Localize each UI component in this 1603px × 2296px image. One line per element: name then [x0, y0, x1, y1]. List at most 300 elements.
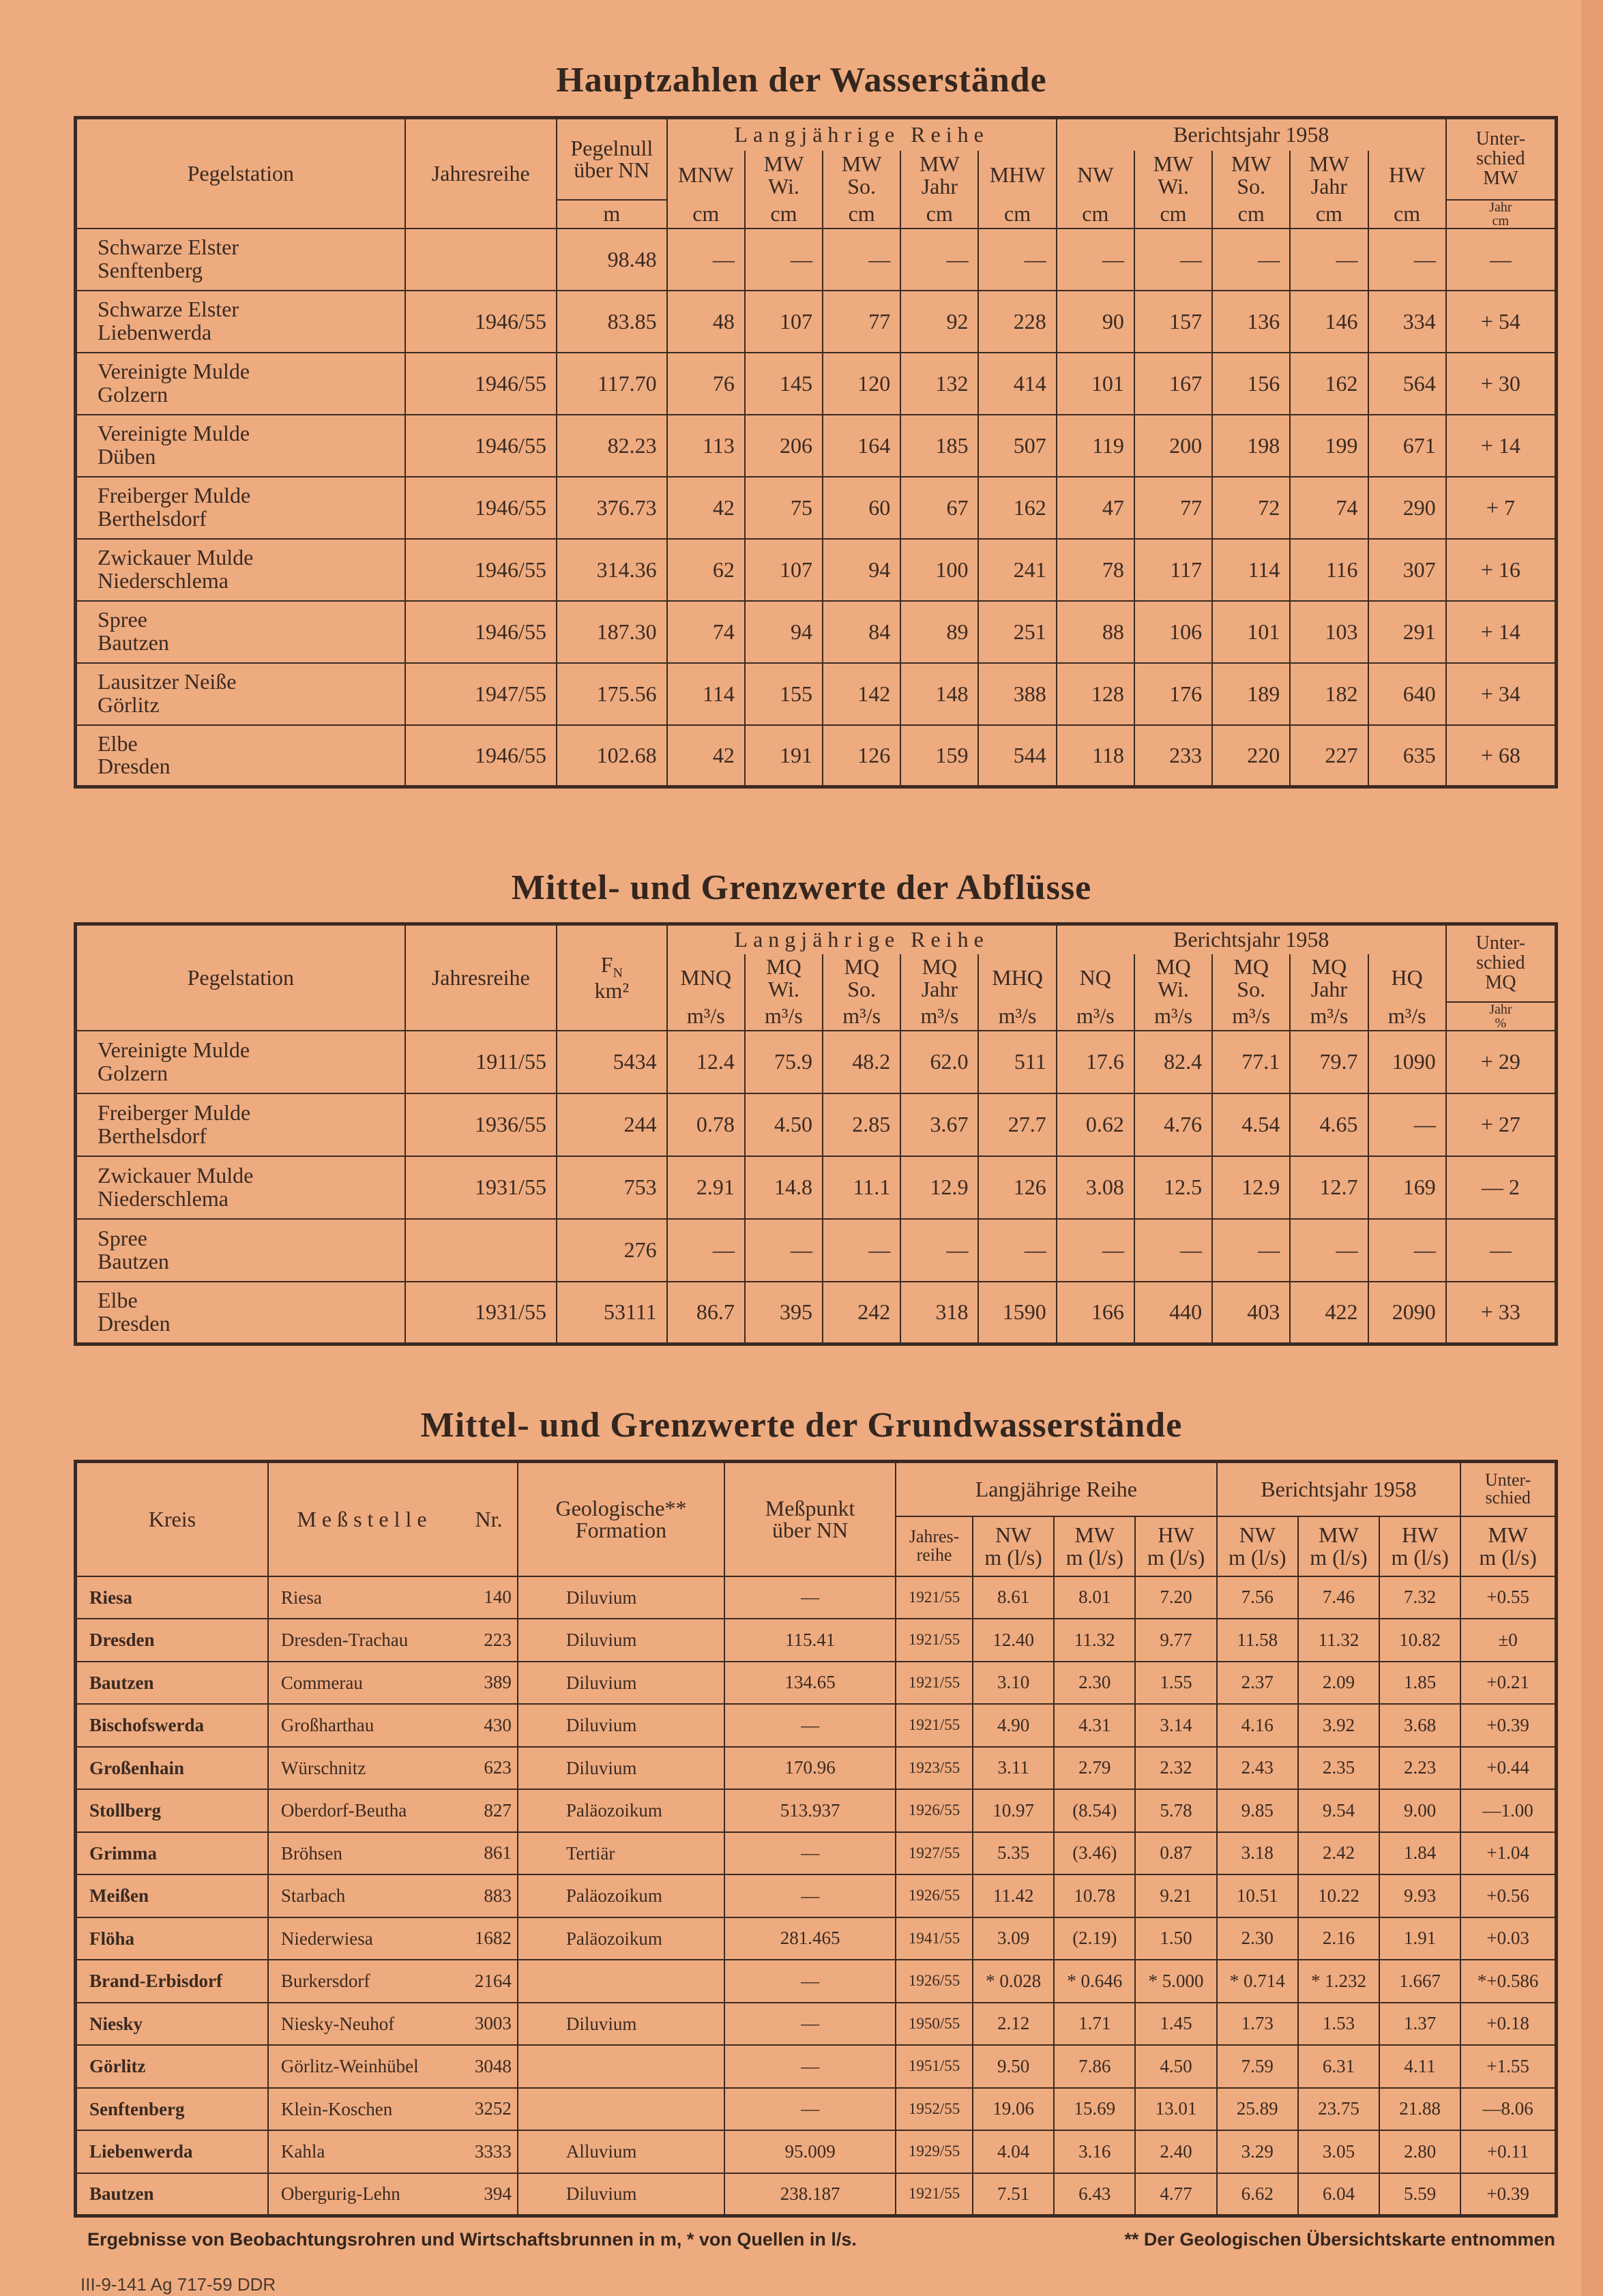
value-cell: 227 [1290, 725, 1368, 787]
jahresreihe-cell: 1911/55 [405, 1031, 557, 1093]
header-kreis: Kreis [76, 1462, 268, 1576]
value-cell: — [1212, 229, 1290, 291]
pegel-cell: 376.73 [557, 477, 667, 539]
value-cell: 82.4 [1134, 1031, 1212, 1093]
unit-cell: m³/s [1057, 1002, 1134, 1031]
jahresreihe-cell [405, 229, 557, 291]
value-cell: 635 [1368, 725, 1446, 787]
kreis-cell: Flöha [76, 1917, 268, 1960]
value-cell: 101 [1212, 601, 1290, 663]
diff-cell: +1.55 [1460, 2045, 1556, 2088]
value-cell: * 0.028 [973, 1960, 1054, 2003]
value-cell: 74 [1290, 477, 1368, 539]
station-name: Freiberger Mulde Berthelsdorf [76, 1093, 405, 1156]
kreis-cell: Liebenwerda [76, 2130, 268, 2173]
value-cell: 89 [900, 601, 978, 663]
value-cell: 191 [745, 725, 823, 787]
value-cell: 119 [1057, 415, 1134, 477]
jahresreihe-cell: 1921/55 [896, 1576, 973, 1619]
nr-cell: 3333 [460, 2130, 518, 2173]
value-cell: (3.46) [1054, 1832, 1135, 1875]
value-cell: — [1290, 1219, 1368, 1282]
value-cell: 7.86 [1054, 2045, 1135, 2088]
header-unterschied: Unter- schied MW [1446, 118, 1557, 200]
value-cell: 403 [1212, 1282, 1290, 1344]
value-cell: 2.91 [667, 1156, 745, 1219]
value-cell: 334 [1368, 291, 1446, 353]
diff-cell: + 30 [1446, 353, 1557, 415]
kreis-cell: Niesky [76, 2003, 268, 2046]
value-cell: 126 [823, 725, 900, 787]
header-col-mw-wi: MW Wi. [1134, 151, 1212, 200]
formation-cell: Diluvium [518, 1619, 724, 1662]
value-cell: 136 [1212, 291, 1290, 353]
diff-cell: —1.00 [1460, 1789, 1556, 1832]
value-cell: 564 [1368, 353, 1446, 415]
station-name: Vereinigte Mulde Golzern [76, 1031, 405, 1093]
value-cell: 4.04 [973, 2130, 1054, 2173]
kreis-cell: Großenhain [76, 1747, 268, 1790]
value-cell: 6.43 [1054, 2173, 1135, 2216]
header-col-diff: MW m (l/s) [1460, 1516, 1556, 1576]
nr-cell: 827 [460, 1789, 518, 1832]
jahresreihe-cell: 1950/55 [896, 2003, 973, 2046]
value-cell: — [1134, 1219, 1212, 1282]
value-cell: 307 [1368, 539, 1446, 601]
messstelle-cell: Klein-Koschen [268, 2088, 460, 2131]
value-cell: 414 [978, 353, 1056, 415]
value-cell: 12.9 [900, 1156, 978, 1219]
header-station: Pegelstation [76, 118, 405, 229]
table-row [76, 1662, 1557, 1705]
value-cell: 2.37 [1217, 1662, 1298, 1705]
value-cell: * 0.646 [1054, 1960, 1135, 2003]
value-cell: 6.31 [1298, 2045, 1379, 2088]
value-cell: 75.9 [745, 1031, 823, 1093]
header-langjaehrige-reihe: Langjährige Reihe [667, 924, 1057, 954]
value-cell: — [1057, 1219, 1134, 1282]
formation-cell: Paläozoikum [518, 1789, 724, 1832]
pegel-cell: 276 [557, 1219, 667, 1282]
table-row [76, 725, 1557, 787]
nr-cell: 140 [460, 1576, 518, 1619]
value-cell: 11.32 [1298, 1619, 1379, 1662]
value-cell: 15.69 [1054, 2088, 1135, 2131]
header-col-mw-jahr: MW Jahr [1290, 151, 1368, 200]
messpunkt-cell: 134.65 [724, 1662, 896, 1705]
kreis-cell: Bautzen [76, 2173, 268, 2216]
diff-cell: +0.11 [1460, 2130, 1556, 2173]
pegel-cell: 117.70 [557, 353, 667, 415]
jahresreihe-cell: 1926/55 [896, 1960, 973, 2003]
header-col-mw-jahr: MW Jahr [900, 151, 978, 200]
header-langjaehrige-reihe: Langjährige Reihe [667, 118, 1057, 151]
pegel-cell: 82.23 [557, 415, 667, 477]
header-col-bericht-hw: HW m (l/s) [1379, 1516, 1460, 1576]
header-messstelle: Meßstelle [268, 1462, 460, 1576]
unit-cell: m³/s [1134, 1002, 1212, 1031]
value-cell: 14.8 [745, 1156, 823, 1219]
messpunkt-cell: 115.41 [724, 1619, 896, 1662]
value-cell: 507 [978, 415, 1056, 477]
table-row [76, 1576, 1557, 1619]
value-cell: — [667, 1219, 745, 1282]
value-cell: 3.18 [1217, 1832, 1298, 1875]
value-cell: 1.50 [1135, 1917, 1216, 1960]
value-cell: — [1290, 229, 1368, 291]
nr-cell: 883 [460, 1874, 518, 1917]
formation-cell: Diluvium [518, 1704, 724, 1747]
diff-cell: + 16 [1446, 539, 1557, 601]
pegel-cell: 753 [557, 1156, 667, 1219]
value-cell: 113 [667, 415, 745, 477]
value-cell: 72 [1212, 477, 1290, 539]
table-row [76, 2130, 1557, 2173]
value-cell: 148 [900, 663, 978, 725]
formation-cell [518, 2045, 724, 2088]
station-name: Vereinigte Mulde Golzern [76, 353, 405, 415]
unit-cell: m³/s [667, 1002, 745, 1031]
value-cell: 1.85 [1379, 1662, 1460, 1705]
value-cell: 3.92 [1298, 1704, 1379, 1747]
value-cell: 2.79 [1054, 1747, 1135, 1790]
value-cell: 440 [1134, 1282, 1212, 1344]
messpunkt-cell: 281.465 [724, 1917, 896, 1960]
kreis-cell: Grimma [76, 1832, 268, 1875]
value-cell: 164 [823, 415, 900, 477]
messstelle-cell: Dresden-Trachau [268, 1619, 460, 1662]
messstelle-cell: Commerau [268, 1662, 460, 1705]
diff-cell: — 2 [1446, 1156, 1557, 1219]
value-cell: 9.77 [1135, 1619, 1216, 1662]
pegel-cell: 98.48 [557, 229, 667, 291]
jahresreihe-cell: 1921/55 [896, 1662, 973, 1705]
value-cell: — [978, 1219, 1056, 1282]
value-cell: 198 [1212, 415, 1290, 477]
messpunkt-cell: — [724, 1832, 896, 1875]
messstelle-cell: Großharthau [268, 1704, 460, 1747]
table-row [76, 1093, 1557, 1156]
diff-cell: ±0 [1460, 1619, 1556, 1662]
header-col-mhw: MHW [978, 151, 1056, 200]
value-cell: 422 [1290, 1282, 1368, 1344]
value-cell: 117 [1134, 539, 1212, 601]
value-cell: 1090 [1368, 1031, 1446, 1093]
value-cell: 79.7 [1290, 1031, 1368, 1093]
station-name: Spree Bautzen [76, 1219, 405, 1282]
value-cell: — [745, 229, 823, 291]
messpunkt-cell: 95.009 [724, 2130, 896, 2173]
value-cell: 7.20 [1135, 1576, 1216, 1619]
jahresreihe-cell: 1946/55 [405, 415, 557, 477]
jahresreihe-cell: 1923/55 [896, 1747, 973, 1790]
header-col-mq-so: MQ So. [1212, 954, 1290, 1002]
value-cell: 9.54 [1298, 1789, 1379, 1832]
header-col-nw: NW [1057, 151, 1134, 200]
table-row [76, 663, 1557, 725]
value-cell: 9.93 [1379, 1874, 1460, 1917]
unit-cell: cm [1057, 200, 1134, 229]
header-unterschied: Unter- schied [1460, 1462, 1556, 1516]
print-code: III-9-141 Ag 717-59 DDR [80, 2274, 276, 2295]
diff-cell: +0.03 [1460, 1917, 1556, 1960]
value-cell: 2090 [1368, 1282, 1446, 1344]
footnote-right: ** Der Geologischen Übersichtskarte entnommen [1124, 2229, 1555, 2250]
value-cell: — [1057, 229, 1134, 291]
value-cell: 11.32 [1054, 1619, 1135, 1662]
unit-cell: m³/s [1368, 1002, 1446, 1031]
value-cell: 2.35 [1298, 1747, 1379, 1790]
value-cell: 9.50 [973, 2045, 1054, 2088]
messstelle-cell: Kahla [268, 2130, 460, 2173]
value-cell: 0.62 [1057, 1093, 1134, 1156]
diff-cell: — [1446, 229, 1557, 291]
value-cell: 4.77 [1135, 2173, 1216, 2216]
header-col-mnw: MNW [667, 151, 745, 200]
messpunkt-cell: — [724, 1874, 896, 1917]
value-cell: 12.5 [1134, 1156, 1212, 1219]
value-cell: 116 [1290, 539, 1368, 601]
value-cell: — [1212, 1219, 1290, 1282]
value-cell: 182 [1290, 663, 1368, 725]
table-row [76, 2003, 1557, 2046]
value-cell: 107 [745, 539, 823, 601]
formation-cell: Diluvium [518, 1747, 724, 1790]
pegel-cell: 102.68 [557, 725, 667, 787]
value-cell: 2.23 [1379, 1747, 1460, 1790]
value-cell: 13.01 [1135, 2088, 1216, 2131]
value-cell: 10.51 [1217, 1874, 1298, 1917]
table3-title: Mittel- und Grenzwerte der Grundwasserstände [420, 1406, 1183, 1445]
value-cell: 4.16 [1217, 1704, 1298, 1747]
pegel-cell: 244 [557, 1093, 667, 1156]
station-name: Freiberger Mulde Berthelsdorf [76, 477, 405, 539]
header-col-bericht-nw: NW m (l/s) [1217, 1516, 1298, 1576]
messpunkt-cell: 513.937 [724, 1789, 896, 1832]
value-cell: 106 [1134, 601, 1212, 663]
value-cell: 4.50 [1135, 2045, 1216, 2088]
jahresreihe-cell: 1946/55 [405, 291, 557, 353]
messstelle-cell: Görlitz-Weinhübel [268, 2045, 460, 2088]
value-cell: 19.06 [973, 2088, 1054, 2131]
value-cell: 10.78 [1054, 1874, 1135, 1917]
header-jahresreihe: Jahres- reihe [896, 1516, 973, 1576]
value-cell: 7.59 [1217, 2045, 1298, 2088]
value-cell: 185 [900, 415, 978, 477]
station-name: Zwickauer Mulde Niederschlema [76, 1156, 405, 1219]
messpunkt-cell: — [724, 1576, 896, 1619]
pegel-cell: 53111 [557, 1282, 667, 1344]
value-cell: 3.16 [1054, 2130, 1135, 2173]
value-cell: 1.84 [1379, 1832, 1460, 1875]
kreis-cell: Meißen [76, 1874, 268, 1917]
value-cell: — [1368, 229, 1446, 291]
table-row [76, 229, 1557, 291]
value-cell: 6.62 [1217, 2173, 1298, 2216]
value-cell: 75 [745, 477, 823, 539]
value-cell: — [900, 229, 978, 291]
header-pegelnull: Pegelnull über NN [557, 118, 667, 200]
unit-cell: cm [745, 200, 823, 229]
nr-cell: 3048 [460, 2045, 518, 2088]
value-cell: 78 [1057, 539, 1134, 601]
messpunkt-cell: — [724, 2045, 896, 2088]
value-cell: 9.21 [1135, 1874, 1216, 1917]
header-langjaehrige-reihe: Langjährige Reihe [896, 1462, 1217, 1516]
value-cell: 107 [745, 291, 823, 353]
value-cell: 103 [1290, 601, 1368, 663]
value-cell: 206 [745, 415, 823, 477]
messstelle-cell: Burkersdorf [268, 1960, 460, 2003]
header-col-hq: HQ [1368, 954, 1446, 1002]
table-row [76, 539, 1557, 601]
value-cell: 145 [745, 353, 823, 415]
formation-cell: Alluvium [518, 2130, 724, 2173]
table-row [76, 1156, 1557, 1219]
value-cell: 2.30 [1054, 1662, 1135, 1705]
value-cell: 242 [823, 1282, 900, 1344]
header-jahresreihe: Jahresreihe [405, 118, 557, 229]
table1-title: Hauptzahlen der Wasserstände [556, 61, 1047, 100]
value-cell: — [1368, 1093, 1446, 1156]
nr-cell: 3252 [460, 2088, 518, 2131]
value-cell: 23.75 [1298, 2088, 1379, 2131]
value-cell: 4.76 [1134, 1093, 1212, 1156]
messpunkt-cell: — [724, 2088, 896, 2131]
formation-cell: Paläozoikum [518, 1874, 724, 1917]
pegel-cell: 5434 [557, 1031, 667, 1093]
value-cell: 94 [745, 601, 823, 663]
jahresreihe-cell: 1946/55 [405, 601, 557, 663]
header-col-mnq: MNQ [667, 954, 745, 1002]
unit-cell: cm [1134, 200, 1212, 229]
table-row [76, 601, 1557, 663]
kreis-cell: Senftenberg [76, 2088, 268, 2131]
value-cell: 2.32 [1135, 1747, 1216, 1790]
station-name: Schwarze Elster Liebenwerda [76, 291, 405, 353]
station-name: Vereinigte Mulde Düben [76, 415, 405, 477]
value-cell: 1.55 [1135, 1662, 1216, 1705]
value-cell: 86.7 [667, 1282, 745, 1344]
value-cell: 1.73 [1217, 2003, 1298, 2046]
value-cell: 2.40 [1135, 2130, 1216, 2173]
unit-cell: cm [978, 200, 1056, 229]
messstelle-cell: Würschnitz [268, 1747, 460, 1790]
header-col-mw-so: MW So. [1212, 151, 1290, 200]
value-cell: 640 [1368, 663, 1446, 725]
value-cell: 3.05 [1298, 2130, 1379, 2173]
footnote-left: Ergebnisse von Beobachtungsrohren und Wirtschaftsbrunnen in m, * von Quellen in l/s. [87, 2229, 857, 2250]
header-nr: Nr. [460, 1462, 518, 1576]
value-cell: 27.7 [978, 1093, 1056, 1156]
page-edge [1581, 0, 1603, 2296]
diff-cell: — [1446, 1219, 1557, 1282]
value-cell: 3.68 [1379, 1704, 1460, 1747]
jahresreihe-cell: 1931/55 [405, 1282, 557, 1344]
value-cell: 241 [978, 539, 1056, 601]
value-cell: — [1134, 229, 1212, 291]
messstelle-cell: Obergurig-Lehn [268, 2173, 460, 2216]
unit-cell: cm [1290, 200, 1368, 229]
value-cell: 3.14 [1135, 1704, 1216, 1747]
table-row [76, 415, 1557, 477]
value-cell: 10.82 [1379, 1619, 1460, 1662]
value-cell: 199 [1290, 415, 1368, 477]
header-berichtsjahr: Berichtsjahr 1958 [1057, 924, 1446, 954]
value-cell: 90 [1057, 291, 1134, 353]
header-jahresreihe: Jahresreihe [405, 924, 557, 1031]
diff-cell: + 14 [1446, 601, 1557, 663]
value-cell: (2.19) [1054, 1917, 1135, 1960]
value-cell: * 1.232 [1298, 1960, 1379, 2003]
formation-cell [518, 2088, 724, 2131]
header-col-mw: MW m (l/s) [1054, 1516, 1135, 1576]
messstelle-cell: Niederwiesa [268, 1917, 460, 1960]
jahresreihe-cell: 1926/55 [896, 1874, 973, 1917]
value-cell: 1.91 [1379, 1917, 1460, 1960]
value-cell: 1590 [978, 1282, 1056, 1344]
header-col-mw-so: MW So. [823, 151, 900, 200]
header-unterschied: Unter- schied MQ [1446, 924, 1557, 1002]
value-cell: — [823, 229, 900, 291]
messstelle-cell: Niesky-Neuhof [268, 2003, 460, 2046]
value-cell: 60 [823, 477, 900, 539]
header-col-mq-wi: MQ Wi. [745, 954, 823, 1002]
diff-cell: + 29 [1446, 1031, 1557, 1093]
value-cell: 291 [1368, 601, 1446, 663]
table2-title: Mittel- und Grenzwerte der Abflüsse [511, 868, 1092, 907]
diff-cell: +0.21 [1460, 1662, 1556, 1705]
header-col-nw: NW m (l/s) [973, 1516, 1054, 1576]
value-cell: 1.37 [1379, 2003, 1460, 2046]
value-cell: 4.54 [1212, 1093, 1290, 1156]
unit-cell: cm [667, 200, 745, 229]
messpunkt-cell: — [724, 1960, 896, 2003]
pegel-cell: 314.36 [557, 539, 667, 601]
table-row [76, 1282, 1557, 1344]
unit-cell: m³/s [1290, 1002, 1368, 1031]
value-cell: * 0.714 [1217, 1960, 1298, 2003]
value-cell: 2.09 [1298, 1662, 1379, 1705]
table-row [76, 1704, 1557, 1747]
diff-cell: +0.55 [1460, 1576, 1556, 1619]
value-cell: 5.78 [1135, 1789, 1216, 1832]
value-cell: 3.11 [973, 1747, 1054, 1790]
unit-cell: cm [900, 200, 978, 229]
table-row [76, 1031, 1557, 1093]
value-cell: 162 [1290, 353, 1368, 415]
messpunkt-cell: 238.187 [724, 2173, 896, 2216]
kreis-cell: Dresden [76, 1619, 268, 1662]
value-cell: 220 [1212, 725, 1290, 787]
value-cell: 10.97 [973, 1789, 1054, 1832]
unit-cell: cm [1368, 200, 1446, 229]
value-cell: 2.42 [1298, 1832, 1379, 1875]
value-cell: 1.53 [1298, 2003, 1379, 2046]
nr-cell: 861 [460, 1832, 518, 1875]
station-name: Schwarze Elster Senftenberg [76, 229, 405, 291]
diff-cell: + 14 [1446, 415, 1557, 477]
messstelle-cell: Starbach [268, 1874, 460, 1917]
header-col-mq-so: MQ So. [823, 954, 900, 1002]
value-cell: 3.10 [973, 1662, 1054, 1705]
diff-cell: +0.44 [1460, 1747, 1556, 1790]
formation-cell: Diluvium [518, 2003, 724, 2046]
header-col-hw: HW m (l/s) [1135, 1516, 1216, 1576]
value-cell: 62 [667, 539, 745, 601]
diff-cell: +0.39 [1460, 2173, 1556, 2216]
diff-cell: +0.39 [1460, 1704, 1556, 1747]
